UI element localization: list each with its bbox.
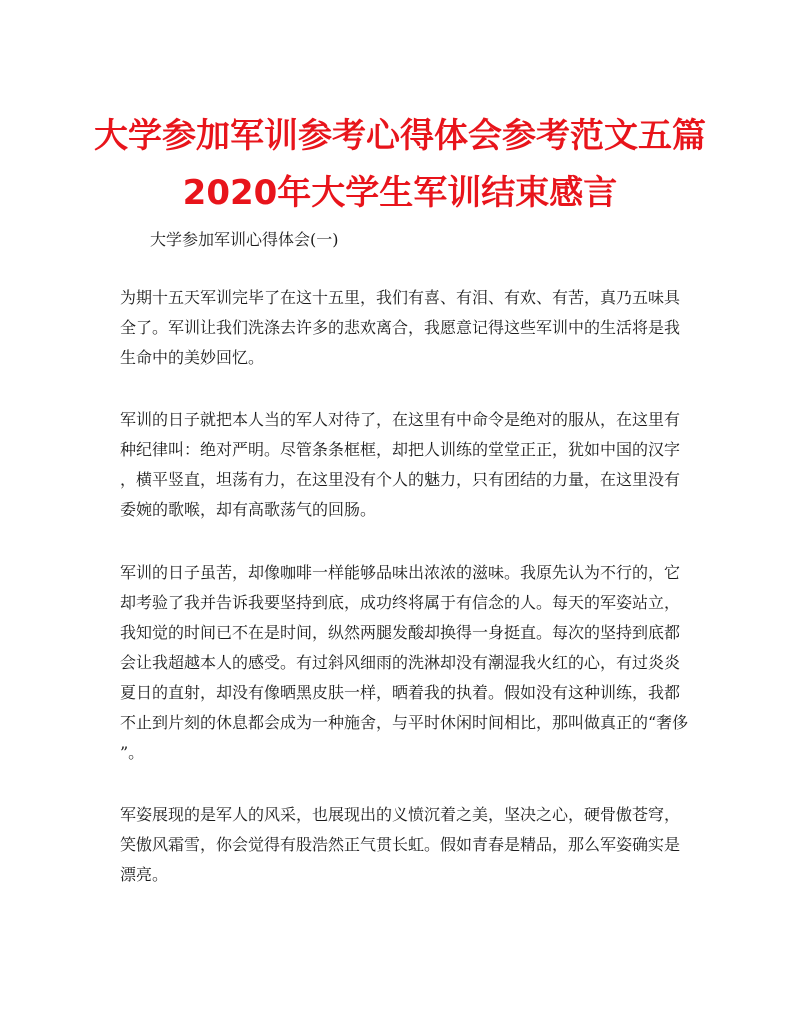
paragraph-line: 军训的日子虽苦，却像咖啡一样能够品味出浓浓的滋味。我原先认为不行的，它	[120, 563, 681, 582]
paragraph-line: 夏日的直射，却没有像晒黑皮肤一样，晒着我的执着。假如没有这种训练，我都	[120, 683, 681, 702]
paragraph-line: 委婉的歌喉，却有高歌荡气的回肠。	[120, 500, 377, 519]
paragraph-line: 种纪律叫：绝对严明。尽管条条框框，却把人训练的堂堂正正，犹如中国的汉字	[120, 440, 681, 459]
paragraph-line: 会让我超越本人的感受。有过斜风细雨的洗淋却没有潮湿我火红的心，有过炎炎	[120, 653, 681, 672]
paragraph-line: ，横平竖直，坦荡有力，在这里没有个人的魅力，只有团结的力量，在这里没有	[120, 470, 681, 489]
paragraph-line: ”。	[120, 743, 145, 762]
paragraph-1	[120, 283, 680, 373]
paragraph-line: 军姿展现的是军人的风采，也展现出的义愤沉着之美，坚决之心，硬骨傲苍穹，	[120, 805, 681, 824]
paragraph-line: 为期十五天军训完毕了在这十五里，我们有喜、有泪、有欢、有苦，真乃五味具	[120, 288, 681, 307]
paragraph-line: 军训的日子就把本人当的军人对待了，在这里有中命令是绝对的服从，在这里有	[120, 410, 681, 429]
paragraph-line: 全了。军训让我们洗涤去许多的悲欢离合，我愿意记得这些军训中的生活将是我	[120, 318, 681, 337]
document-title-line-1: 大学参加军训参考心得体会参考范文五篇	[94, 116, 706, 156]
paragraph-line: 不止到片刻的休息都会成为一种施舍，与平时休闲时间相比，那叫做真正的“奢侈	[120, 713, 689, 732]
paragraph-line: 我知觉的时间已不在是时间，纵然两腿发酸却换得一身挺直。每次的坚持到底都	[120, 623, 681, 642]
paragraph-line: 笑傲风霜雪，你会觉得有股浩然正气贯长虹。假如青春是精品，那么军姿确实是	[120, 835, 681, 854]
paragraph-line: 漂亮。	[120, 865, 169, 884]
section-heading: 大学参加军训心得体会(一)	[150, 230, 339, 249]
paragraph-4	[120, 800, 680, 890]
document-title-line-2: 2020年大学生军训结束感言	[182, 173, 618, 213]
paragraph-line: 却考验了我并告诉我要坚持到底，成功终将属于有信念的人。每天的军姿站立，	[120, 593, 681, 612]
paragraph-line: 生命中的美妙回忆。	[120, 348, 265, 367]
paragraph-3	[120, 558, 689, 768]
paragraph-2	[120, 405, 680, 525]
